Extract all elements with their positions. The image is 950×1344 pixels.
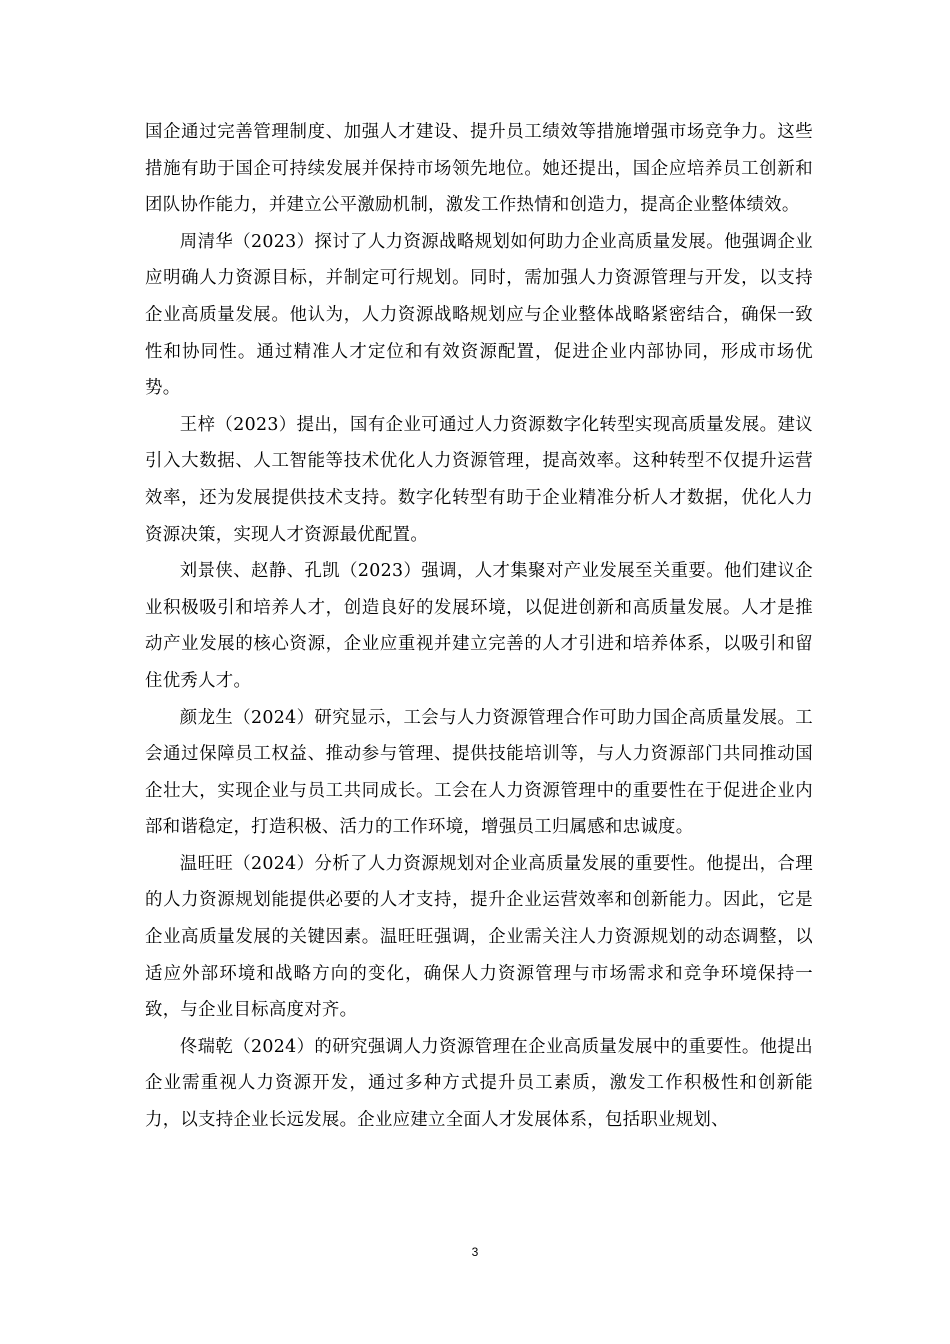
paragraph-wen-wangwang: 温旺旺（2024）分析了人力资源规划对企业高质量发展的重要性。他提出，合理的人力资源规划能提供必要的人才支持，提升企业运营效率和创新能力。因此，它是企业高质量发展的关键因素。温旺旺强调，企业需关注人力资源规划的动态调整，以适应外部环境和战略方向的变化，确保人力资源管理与市场需求和竞争环境保持一致，与企业目标高度对齐。: [145, 853, 813, 1021]
page-number: 3: [471, 1245, 479, 1259]
paragraph-continued: 国企通过完善管理制度、加强人才建设、提升员工绩效等措施增强市场竞争力。这些措施有助于国企可持续发展并保持市场领先地位。她还提出，国企应培养员工创新和团队协作能力，并建立公平激励机制，激发工作热情和创造力，提高企业整体绩效。: [145, 122, 813, 216]
paragraph-tong-ruiqian: 佟瑞乾（2024）的研究强调人力资源管理在企业高质量发展中的重要性。他提出企业需重视人力资源开发，通过多种方式提升员工素质，激发工作积极性和创新能力，以支持企业长远发展。企业应建立全面人才发展体系，包括职业规划、: [145, 1036, 813, 1131]
paragraph-zhou-qinghua: 周清华（2023）探讨了人力资源战略规划如何助力企业高质量发展。他强调企业应明确人力资源目标，并制定可行规划。同时，需加强人力资源管理与开发，以支持企业高质量发展。他认为，人力资源战略规划应与企业整体战略紧密结合，确保一致性和协同性。通过精准人才定位和有效资源配置，促进企业内部协同，形成市场优势。: [145, 231, 813, 399]
paragraph-yan-longsheng: 颜龙生（2024）研究显示，工会与人力资源管理合作可助力国企高质量发展。工会通过保障员工权益、推动参与管理、提供技能培训等，与人力资源部门共同推动国企壮大，实现企业与员工共同成长。工会在人力资源管理中的重要性在于促进企业内部和谐稳定，打造积极、活力的工作环境，增强员工归属感和忠诚度。: [145, 707, 813, 838]
paragraph-liu-jingxia: 刘景侠、赵静、孔凯（2023）强调，人才集聚对产业发展至关重要。他们建议企业积极吸引和培养人才，创造良好的发展环境，以促进创新和高质量发展。人才是推动产业发展的核心资源，企业应重视并建立完善的人才引进和培养体系，以吸引和留住优秀人才。: [145, 561, 813, 691]
body-text: [145, 114, 813, 1139]
paragraph-wang-zi: 王梓（2023）提出，国有企业可通过人力资源数字化转型实现高质量发展。建议引入大数据、人工智能等技术优化人力资源管理，提高效率。这种转型不仅提升运营效率，还为发展提供技术支持。数字化转型有助于企业精准分析人才数据，优化人力资源决策，实现人才资源最优配置。: [145, 414, 813, 545]
